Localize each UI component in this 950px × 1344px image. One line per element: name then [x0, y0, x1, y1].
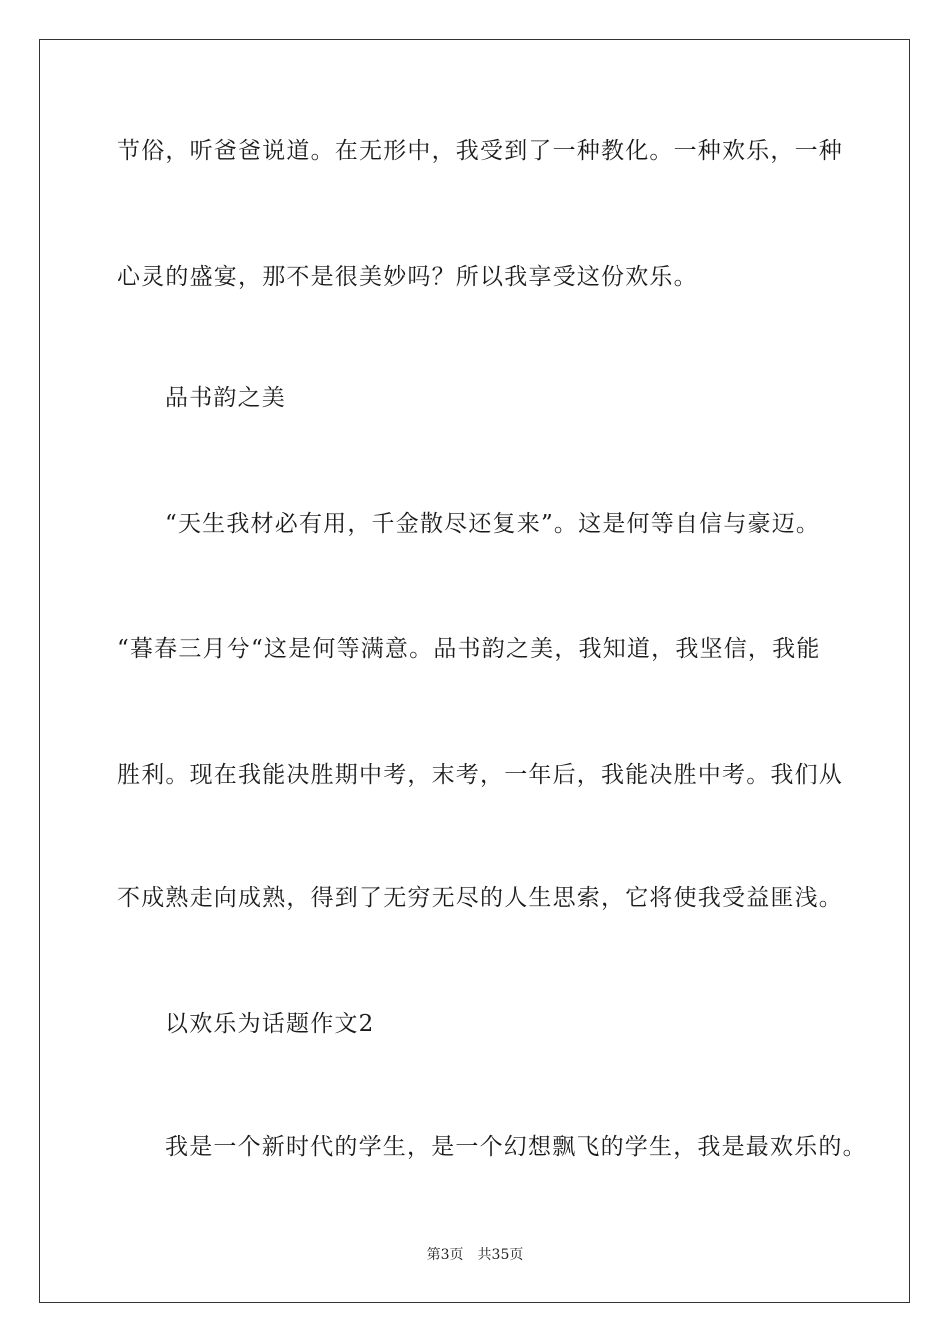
- body-text-line-2: 心灵的盛宴，那不是很美妙吗？所以我享受这份欢乐。: [117, 264, 698, 290]
- body-text-line-3: “天生我材必有用，千金散尽还复来”。这是何等自信与豪迈。: [165, 511, 821, 537]
- body-text-line-7: 我是一个新时代的学生，是一个幻想飘飞的学生，我是最欢乐的。: [165, 1134, 867, 1160]
- total-pages: 共35页: [477, 1247, 524, 1263]
- body-text-line-5: 胜利。现在我能决胜期中考，末考，一年后，我能决胜中考。我们从: [117, 762, 843, 788]
- body-text-line-1: 节俗，听爸爸说道。在无形中，我受到了一种教化。一种欢乐，一种: [117, 138, 843, 164]
- body-text-line-6: 不成熟走向成熟，得到了无穷无尽的人生思索，它将使我受益匪浅。: [117, 885, 843, 911]
- essay-title: 以欢乐为话题作文2: [165, 1011, 375, 1037]
- page-number: 第3页: [426, 1247, 464, 1263]
- body-text-line-4: “暮春三月兮“这是何等满意。品书韵之美，我知道，我坚信，我能: [117, 636, 821, 662]
- section-heading: 品书韵之美: [165, 385, 286, 411]
- page-footer: [0, 1246, 950, 1264]
- page-frame: [39, 39, 910, 1303]
